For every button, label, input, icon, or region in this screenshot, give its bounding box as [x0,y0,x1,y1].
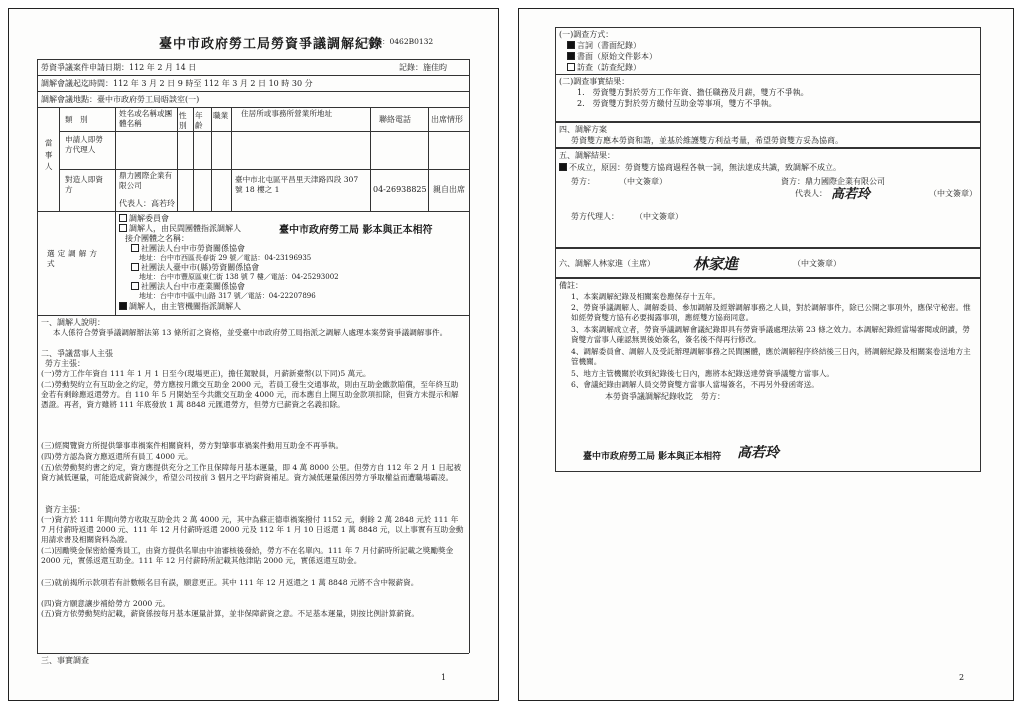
org-3-address: 地址：台中市中區中山路 317 號／電話：04-22207896 [139,292,316,300]
document-page-1 [8,8,499,701]
checkbox-checked [567,52,575,60]
notes-title: 備註： [559,281,583,290]
org-1-label: 社團法人台中市勞資關係協會 [141,244,245,253]
certified-copy-stamp-2: 臺中市政府勞工局 影本與正本相符 [583,452,722,462]
session-time: 調解會議起迄時間：112 年 3 月 2 日 9 時至 112 年 3 月 2 日 10 時 30 分 [41,79,313,88]
employer-claim-3: (三)就前揭所示款項若有計數帳名目有誤，願意更正。其中 111 年 12 月返還之 1 萬 8848 元將不含中報薪資。 [41,578,419,587]
employer-claim-2: (二)因勵獎金保密給優秀員工，由資方提供名單由中油審核後發給，勞方不在名單內。111 年 7 月付薪時所記載之獎勵獎金 2000 元，實係返還互助金。111 年 12 月付薪時所記載其他津貼 2000 元，實係返還互助金。 [41,546,454,566]
section-1-title: 一、調解人說明： [41,318,105,327]
labor-claim-title: 勞方主張： [45,359,85,368]
header-attendance: 出席情形 [431,115,463,124]
method-title: (一)調查方式： [559,30,614,39]
employer-claim-title: 資方主張： [45,505,85,514]
section-2-title: 二、爭議當事人主張 [41,349,113,358]
employer-rep-label: 代表人： [795,189,827,198]
note-2: 2、勞資爭議調解人、調解委員、參加調解及經辦調解事務之人員，對於調解事件，除已公開之事項外，應保守秘密。惟如經勞資雙方協有必要揭露事項，應經雙方協商同意。 [571,303,971,323]
receipt-line: 本勞資爭議調解紀錄收訖 勞方： [605,392,725,401]
apply-date: 勞資爭議案件申請日期：112 年 2 月 14 日 [41,63,197,72]
facts-title: (二)調查事實結果： [559,77,630,86]
mediator-signature: 林家進 [693,255,739,273]
labor-claim-4: (四)勞方認為資方應返還所有員工 4000 元。 [41,452,193,461]
proposal-title: 四、調解方案 [559,125,607,134]
labor-claim-5: (五)依勞動契約書之約定，資方應提供充分之工作且保障每月基本運量，即 4 萬 8000 公里。但勞方自 112 年 2 月 1 日起被資方減低運量，可能造成薪資減少，希望公司按前 3 個月之平均薪資補足。資方減低運量係因勞方爭取權益而遭職場霸凌。 [41,463,462,483]
fact-1: 1. 勞資雙方對於勞方工作年資、擔任職務及月薪，雙方不爭執。 [577,88,809,97]
section-3-title: 三、事實調查 [41,656,89,665]
option-committee-label: 調解委員會 [129,214,169,223]
checkbox-unchecked [119,224,127,232]
fact-2: 2. 勞資雙方對於勞方繳付互助金等事項，雙方不爭執。 [577,99,777,108]
checkbox-checked [119,302,127,310]
labor-agent-line: 勞方代理人： （中文簽章） [571,212,683,221]
method-oral [567,41,641,51]
header-age: 年齡 [195,111,203,131]
respondent-name: 鼎力國際企業有限公司 [119,171,173,191]
labor-claim-1: (一)勞方工作年資自 111 年 1 月 1 日至今(現場更正)，擔任駕駛員，月薪新臺幣(以下同)5 萬元。 [41,369,371,378]
case-number: 案號：0462B0132 [367,37,434,46]
proposal-text: 勞資雙方應本勞資和諧，並基於維護雙方利益考量，希望勞資雙方妥為協商。 [571,136,843,145]
party-label: 當事人 [44,139,54,174]
header-phone: 聯絡電話 [379,115,411,124]
employer-claim-5: (五)資方依勞動契約記載，薪資係按每月基本運量計算，並非保障薪資之意。不足基本運量，則按比例計算薪資。 [41,609,420,618]
option-official-label: 調解人，由主管機關指派調解人 [129,302,241,311]
mediator-line: 六、調解人林家進（主席） [559,259,655,268]
note-6: 6、會議紀錄由調解人員交勞資雙方當事人當場簽名，不再另外發函寄送。 [571,380,819,389]
labor-claim-2: (二)勞動契約立有互助金之約定，勞方應按月繳交互助金 2000 元，若員工發生交通事故，則由互助金繳款賠償，至年終互助金若有剩餘應返還勞方。自 110 年 5 月開始至今共繳交互助金 4000 元，而本應自上開互助金款項扣除，但資方未提示和解憑證。再者，資方雖將 111 年底發放 1 萬 8848 元匯還勞方，但勞方已薪資之名義扣除。 [41,380,459,410]
header-category: 類 別 [65,115,88,124]
org-3-label: 社團法人台中市產業關係協會 [141,282,245,291]
option-mediator [119,224,241,234]
option-official [119,302,241,312]
checkbox-unchecked [131,282,139,290]
checkbox-checked [567,41,575,49]
document-page-2 [518,8,1014,701]
note-1: 1、本案調解紀錄及相關案卷應保存十五年。 [571,292,721,301]
session-location: 調解會議地點：臺中市政府勞工局晤談室(一) [41,95,200,104]
rep-signature: 高若玲 [831,187,871,202]
note-5: 5、地方主管機關於收到紀錄後七日內，應將本紀錄送達勞資爭議雙方當事人。 [571,369,835,378]
page-title: 臺中市政府勞工局勞資爭議調解紀錄 [159,37,384,52]
note-4: 4、調解委員會、調解人及受託辦理調解事務之民間團體，應於調解程序終結後三日內，將調解紀錄及相關案卷送地方主管機關。 [571,347,971,367]
rep-signature-2: 高若玲 [737,445,779,461]
note-3: 3、本案調解成立者，勞資爭議調解會議紀錄即具有勞資爭議處理法第 23 條之效力。本調解紀錄經當場審閱或朗讀，勞資雙方當事人確認無異後始簽名，簽名後不得再行修改。 [571,325,971,345]
employer-claim-1: (一)資方於 111 年間向勞方收取互助金共 2 萬 4000 元，其中為蘇正德車禍案撥付 1152 元，剩餘 2 萬 2848 元於 111 年 7 月付薪時返還 2000 元、111 年 12 月付薪時返還 2000 元及 112 年 1 月 10 日返還 1 萬 8848 元，以上事實有互助金動用請求書及相關資料為證。 [41,515,464,545]
method-written [567,52,657,62]
respondent-attendance: 親自出席 [433,185,465,194]
org-2-address: 地址：台中市豐原區東仁街 138 號 7 樓／電話：04-25293002 [139,273,339,281]
employer-signature-line: 資方：鼎力國際企業有限公司 [781,177,885,186]
method-written-label: 書面（原始文件影本） [577,52,657,61]
mediation-method-label: 選定調解方式 [47,249,100,269]
certified-copy-stamp: 臺中市政府勞工局 影本與正本相符 [279,225,433,236]
mediator-cn-sign: （中文簽章） [793,259,841,268]
page-number-1: 1 [441,673,447,682]
labor-signature-line: 勞方： （中文簽章） [571,177,667,186]
header-address: 住居所或事務所營業所地址 [241,109,333,118]
labor-claim-3: (三)經閱覽資方所提供肇事車禍案件相關資料，勞方對肇事車禍案件動用互助金不再爭執。 [41,441,344,450]
checkbox-unchecked [567,63,575,71]
recorder: 記錄：施佳昀 [399,63,447,72]
respondent-rep: 代表人：高若玲 [119,199,175,208]
page-number-2: 2 [959,673,965,682]
method-oral-label: 言詞（書面紀錄） [577,41,641,50]
employer-claim-4: (四)資方願意讓步補給勞方 2000 元。 [41,599,170,608]
header-gender: 性別 [179,111,187,131]
employer-cn-sign: （中文簽章） [929,189,977,198]
method-visit-label: 訪查（訪查紀錄） [577,63,641,72]
method-visit [567,63,641,73]
option-committee [119,214,169,224]
respondent-label: 對造人即資方 [65,175,103,195]
checkbox-unchecked [119,214,127,222]
agency-name: 接介團體之名稱： [125,234,189,243]
option-mediator-label: 調解人，由民間團體指派調解人 [129,224,241,233]
section-1-text: 本人係符合勞資爭議調解辦法第 13 條所訂之資格，並受臺中市政府勞工局指派之調解人處理本案勞資爭議調解事件。 [53,328,448,337]
header-job: 職業 [213,111,229,120]
respondent-address: 臺中市北屯區平昌里天津路四段 307 號 18 樓之 1 [235,175,359,195]
result-status [559,163,841,173]
org-1-address: 地址：台中市西區長春街 29 號／電話：04-23196935 [139,254,312,262]
org-2-label: 社團法人臺中市(縣)勞資關係協會 [141,263,260,272]
respondent-phone: 04-26938825 [373,185,427,194]
header-name: 姓名或名稱或團體名稱 [119,109,173,129]
result-title: 五、調解結果： [559,151,615,160]
applicant-label: 申請人即勞方代理人 [65,135,103,155]
result-text: 不成立，原因：勞資雙方協商過程各執一詞，無法達成共識，致調解不成立。 [569,163,841,172]
checkbox-unchecked [131,263,139,271]
checkbox-checked [559,163,567,171]
checkbox-unchecked [131,244,139,252]
